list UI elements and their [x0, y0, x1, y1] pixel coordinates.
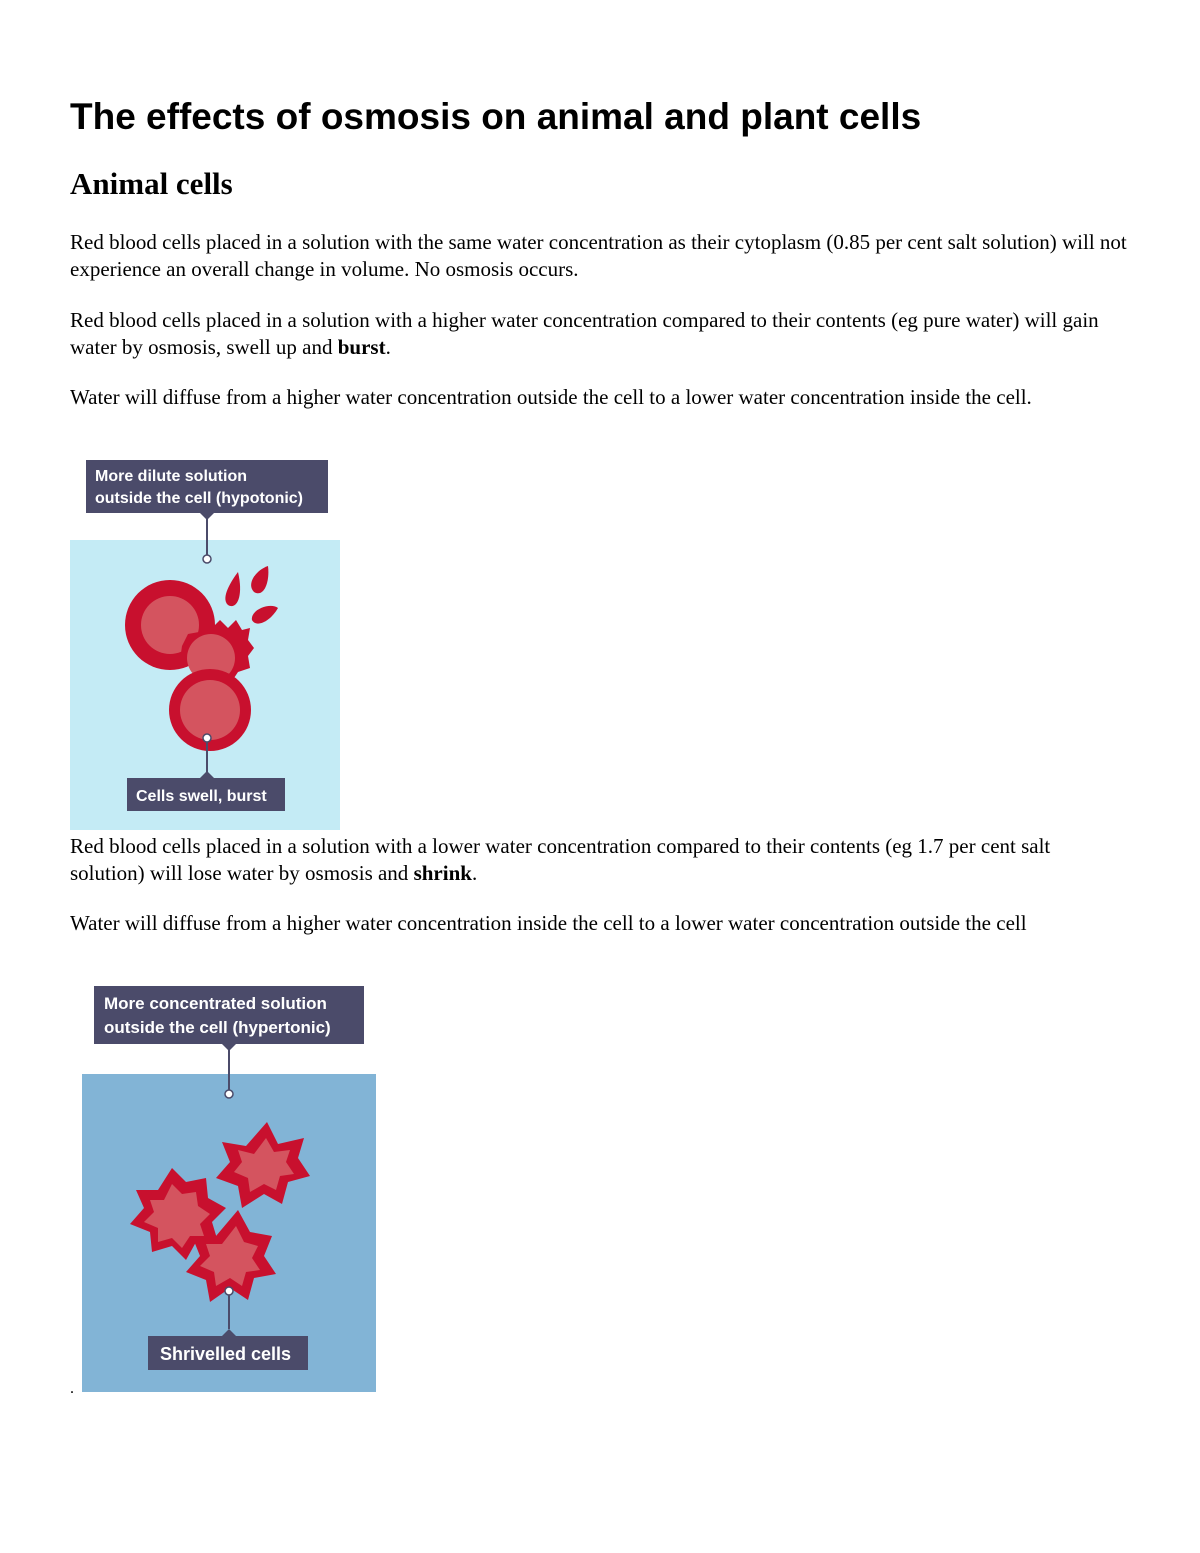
paragraph-isotonic: Red blood cells placed in a solution with the same water concentration as their cytoplasm (0.85 per cent salt solution) will not experience an overall change in volume. No osmosis occurs.: [70, 230, 1127, 281]
bottom-label: Shrivelled cells: [160, 1344, 292, 1364]
paragraph-text: .: [385, 335, 391, 359]
paragraph-text: .: [471, 861, 478, 885]
paragraph-diffusion-out: Water will diffuse from a higher water concentration inside the cell to a lower water concentration outside the cell: [70, 911, 1027, 935]
trailing-mark: .: [70, 1380, 74, 1397]
bottom-label: Cells swell, burst: [136, 788, 267, 805]
page-title: The effects of osmosis on animal and plant cells: [70, 96, 922, 137]
paragraph-text: Red blood cells placed in a solution with a lower water concentration compared to their contents (eg 1.7 per cent salt solution) will lose water by osmosis and: [70, 834, 1051, 885]
figure-hypertonic: [82, 986, 376, 1392]
figure-hypotonic: [70, 460, 340, 830]
hypertonic-diagram: [82, 986, 376, 1392]
hypotonic-diagram: [70, 460, 340, 830]
paragraph-hypotonic: [70, 307, 1130, 361]
paragraph-text: Red blood cells placed in a solution with a higher water concentration compared to their contents (eg pure water) will gain water by osmosis, swell up and: [70, 308, 1099, 359]
bold-term-burst: burst: [337, 335, 386, 359]
top-label-line1: More dilute solution: [95, 468, 247, 485]
top-label-line2: outside the cell (hypertonic): [104, 1018, 331, 1037]
paragraph-hypertonic: [70, 833, 1130, 887]
bold-term-shrink: shrink: [413, 861, 472, 885]
top-label-line1: More concentrated solution: [104, 994, 327, 1013]
top-label-line2: outside the cell (hypotonic): [95, 490, 304, 507]
section-heading: Animal cells: [70, 166, 233, 201]
paragraph-diffusion-in: Water will diffuse from a higher water concentration outside the cell to a lower water concentration inside the cell.: [70, 385, 1032, 409]
